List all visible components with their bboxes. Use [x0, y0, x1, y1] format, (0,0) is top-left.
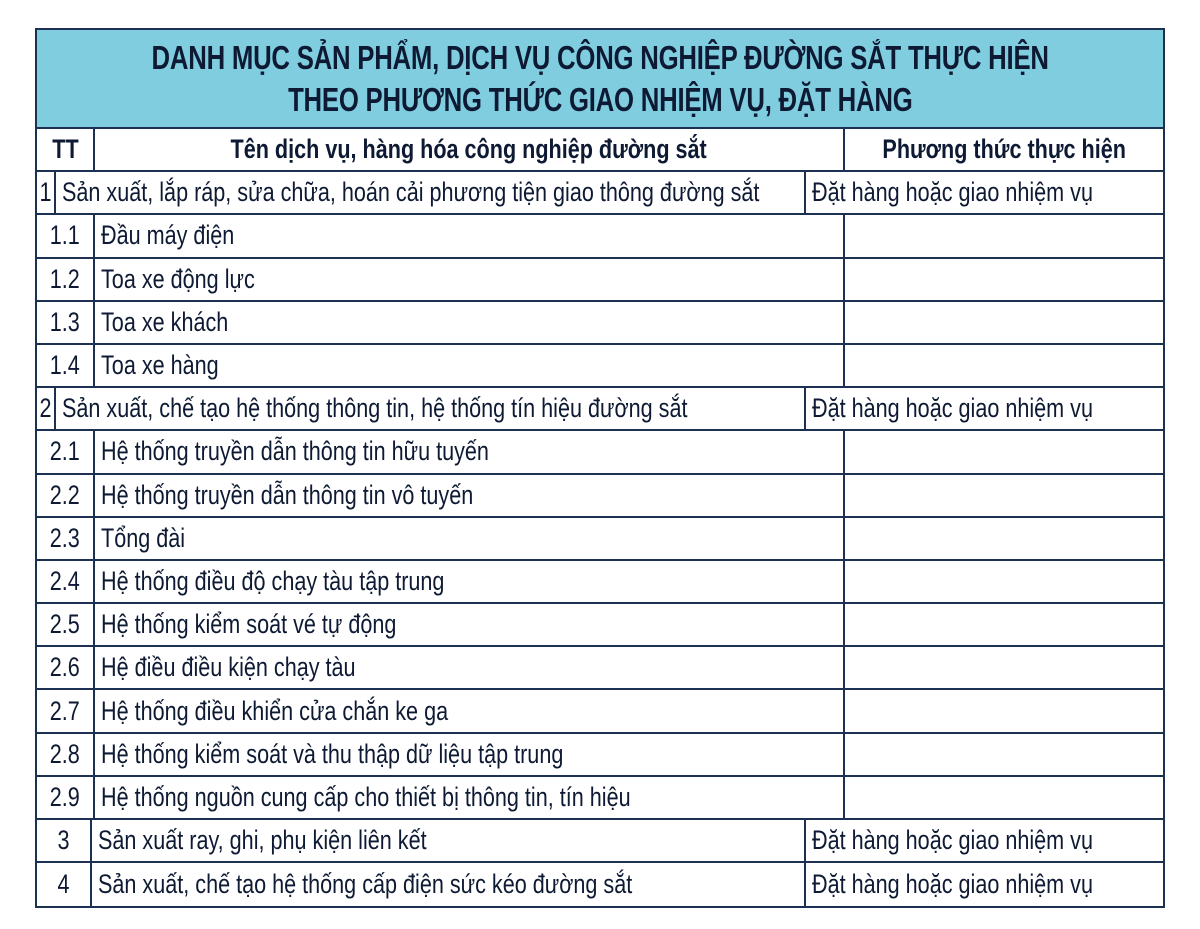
- row-name-cell: [95, 259, 845, 300]
- row-number: 1.1: [49, 220, 81, 251]
- row-number-cell: [37, 604, 95, 645]
- row-number-cell: [37, 215, 95, 256]
- row-number-cell: [37, 431, 95, 472]
- table-row: [37, 172, 1163, 215]
- row-method-cell: [845, 215, 1163, 256]
- row-method-cell: [806, 863, 1163, 906]
- row-number-cell: [37, 345, 95, 386]
- row-number-cell: [37, 690, 95, 731]
- table-row: [37, 475, 1163, 518]
- table-row: [37, 561, 1163, 604]
- table-row: [37, 647, 1163, 690]
- row-number: 2.6: [49, 652, 81, 683]
- row-method: Đặt hàng hoặc giao nhiệm vụ: [811, 825, 1093, 856]
- row-name: Hệ thống điều khiển cửa chắn ke ga: [101, 695, 449, 726]
- row-number: 2.3: [49, 522, 81, 553]
- row-name-cell: [95, 561, 845, 602]
- table-row: [37, 431, 1163, 474]
- table-row: [37, 518, 1163, 561]
- row-number: 2.2: [49, 479, 81, 510]
- row-method-cell: [845, 561, 1163, 602]
- row-name: Hệ thống truyền dẫn thông tin vô tuyến: [101, 479, 474, 510]
- row-name-cell: [95, 215, 845, 256]
- row-name-cell: [95, 431, 845, 472]
- row-number: 2.5: [49, 609, 81, 640]
- row-method-cell: [845, 431, 1163, 472]
- row-name: Hệ thống kiểm soát và thu thập dữ liệu tập trung: [101, 738, 564, 769]
- table-row: [37, 820, 1163, 863]
- row-method-cell: [845, 604, 1163, 645]
- row-name-cell: [56, 172, 806, 213]
- row-name: Hệ thống nguồn cung cấp cho thiết bị thông tin, tín hiệu: [101, 781, 631, 812]
- table-row: [37, 215, 1163, 258]
- row-number-cell: [37, 647, 95, 688]
- row-name: Sản xuất ray, ghi, phụ kiện liên kết: [98, 825, 427, 856]
- row-method-cell: [845, 734, 1163, 775]
- row-name-cell: [95, 690, 845, 731]
- table-row: [37, 690, 1163, 733]
- table-body: [37, 172, 1163, 906]
- row-number: 2.9: [49, 781, 81, 812]
- row-name-cell: [95, 475, 845, 516]
- table-row: [37, 604, 1163, 647]
- row-number-cell: [37, 518, 95, 559]
- title-line-2: THEO PHƯƠNG THỨC GIAO NHIỆM VỤ, ĐẶT HÀNG: [287, 80, 913, 118]
- row-number-cell: [37, 172, 56, 213]
- table-row: [37, 302, 1163, 345]
- row-number: 2: [39, 393, 52, 424]
- row-method: Đặt hàng hoặc giao nhiệm vụ: [811, 869, 1093, 900]
- row-name: Sản xuất, chế tạo hệ thống cấp điện sức kéo đường sắt: [98, 869, 633, 900]
- row-number: 1.4: [49, 350, 81, 381]
- row-number-cell: [37, 561, 95, 602]
- row-name-cell: [92, 863, 806, 906]
- row-name-cell: [95, 604, 845, 645]
- header-method: Phương thức thực hiện: [882, 134, 1126, 165]
- row-name-cell: [92, 820, 806, 861]
- row-method-cell: [806, 172, 1163, 213]
- title-line-1: DANH MỤC SẢN PHẨM, DỊCH VỤ CÔNG NGHIỆP ĐƯỜNG SẮT THỰC HIỆN: [151, 38, 1049, 76]
- row-number: 3: [57, 825, 70, 856]
- row-number: 2.7: [49, 695, 81, 726]
- row-method-cell: [845, 690, 1163, 731]
- row-name-cell: [95, 777, 845, 818]
- row-number-cell: [37, 475, 95, 516]
- row-number: 2.8: [49, 738, 81, 769]
- table-row: [37, 734, 1163, 777]
- row-method: Đặt hàng hoặc giao nhiệm vụ: [811, 393, 1093, 424]
- row-name: Hệ thống truyền dẫn thông tin hữu tuyến: [101, 436, 489, 467]
- header-tt: TT: [37, 129, 95, 170]
- row-number-cell: [37, 302, 95, 343]
- row-number-cell: [37, 863, 92, 906]
- row-number-cell: [37, 734, 95, 775]
- row-method-cell: [845, 475, 1163, 516]
- row-name: Đầu máy điện: [101, 220, 235, 251]
- row-number-cell: [37, 777, 95, 818]
- row-number: 1.3: [49, 306, 81, 337]
- row-method-cell: [845, 518, 1163, 559]
- row-method-cell: [845, 777, 1163, 818]
- table-row: [37, 863, 1163, 906]
- row-name-cell: [95, 302, 845, 343]
- row-method-cell: [845, 302, 1163, 343]
- row-number: 1.2: [49, 263, 81, 294]
- row-number: 1: [39, 177, 52, 208]
- row-method-cell: [845, 259, 1163, 300]
- row-method: Đặt hàng hoặc giao nhiệm vụ: [811, 177, 1093, 208]
- column-header-row: [37, 129, 1163, 172]
- row-number: 2.4: [49, 565, 81, 596]
- row-name: Sản xuất, chế tạo hệ thống thông tin, hệ thống tín hiệu đường sắt: [61, 393, 688, 424]
- row-method-cell: [845, 647, 1163, 688]
- table-row: [37, 345, 1163, 388]
- row-name-cell: [95, 518, 845, 559]
- row-method-cell: [806, 388, 1163, 429]
- row-name-cell: [95, 345, 845, 386]
- row-name: Hệ thống điều độ chạy tàu tập trung: [101, 565, 445, 596]
- row-name: Hệ điều điều kiện chạy tàu: [101, 652, 356, 683]
- row-number-cell: [37, 820, 92, 861]
- table-row: [37, 388, 1163, 431]
- row-name-cell: [95, 647, 845, 688]
- row-name-cell: [56, 388, 806, 429]
- table-title: [37, 30, 1163, 129]
- row-name: Toa xe động lực: [101, 263, 255, 294]
- row-method-cell: [845, 345, 1163, 386]
- row-name: Toa xe hàng: [101, 350, 219, 381]
- row-number: 4: [57, 869, 70, 900]
- row-number-cell: [37, 259, 95, 300]
- row-number: 2.1: [49, 436, 81, 467]
- row-number-cell: [37, 388, 56, 429]
- row-name: Toa xe khách: [101, 306, 229, 337]
- row-name: Hệ thống kiểm soát vé tự động: [101, 609, 397, 640]
- row-name-cell: [95, 734, 845, 775]
- row-method-cell: [806, 820, 1163, 861]
- table-row: [37, 777, 1163, 820]
- header-name: Tên dịch vụ, hàng hóa công nghiệp đường sắt: [95, 129, 845, 170]
- row-name: Tổng đài: [101, 522, 186, 553]
- table-row: [37, 259, 1163, 302]
- row-name: Sản xuất, lắp ráp, sửa chữa, hoán cải phương tiện giao thông đường sắt: [61, 177, 760, 208]
- product-service-table: [35, 28, 1165, 908]
